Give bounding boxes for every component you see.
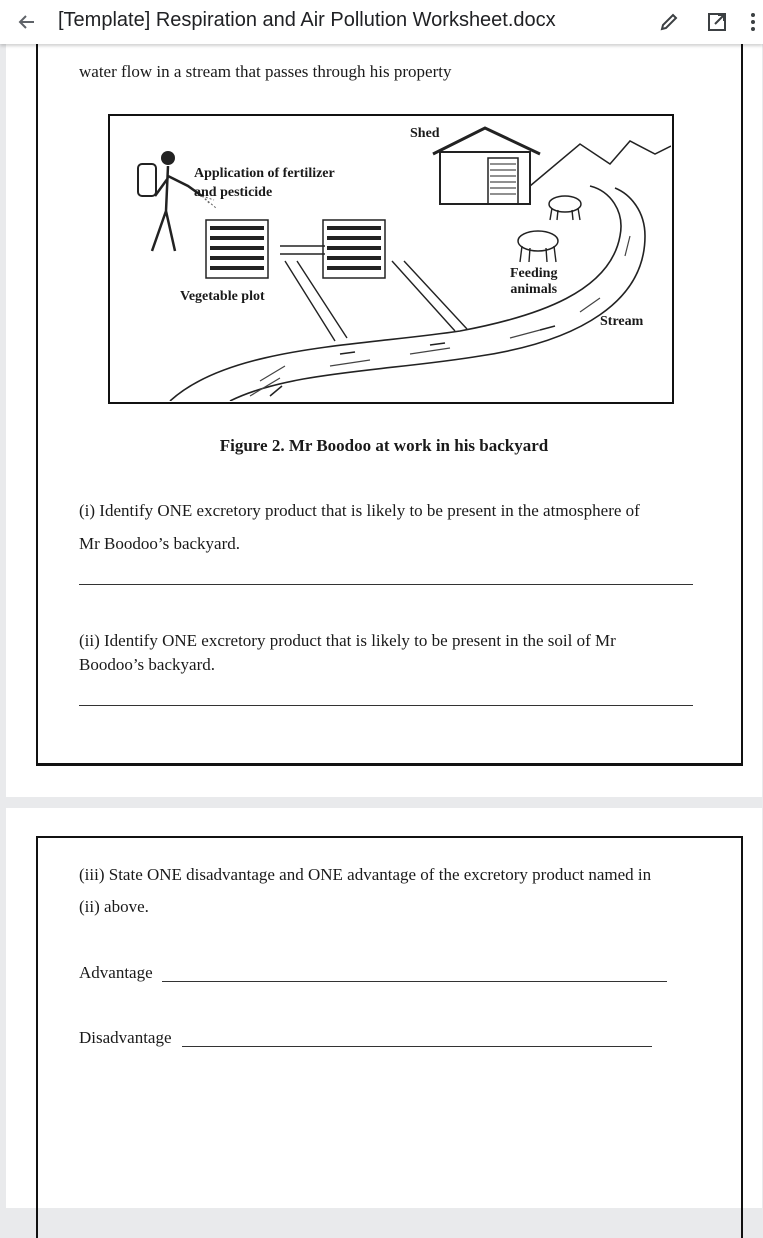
question-1-line-1: (i) Identify ONE excretory product that is likely to be present in the atmosphere of <box>79 501 640 520</box>
document-page-1 <box>6 30 762 797</box>
label-feeding-line2: animals <box>510 282 558 297</box>
question-3-line-1: (iii) State ONE disadvantage and ONE advantage of the excretory product named in <box>79 865 652 884</box>
open-external-icon <box>706 11 728 33</box>
label-application-line2: and pesticide <box>194 185 273 200</box>
more-options-button[interactable] <box>744 8 762 36</box>
question-1-line-2: Mr Boodoo’s backyard. <box>79 534 241 553</box>
open-in-new-button[interactable] <box>703 8 731 36</box>
back-arrow-icon <box>17 12 37 32</box>
answer-line-2[interactable] <box>79 705 693 706</box>
more-vert-icon <box>750 12 756 32</box>
document-page-2 <box>6 808 762 1208</box>
label-application-line1: Application of fertilizer <box>194 166 335 181</box>
disadvantage-answer-line[interactable] <box>182 1046 652 1047</box>
label-feeding-line1: Feeding <box>510 266 558 281</box>
question-2-line-1: (ii) Identify ONE excretory product that is likely to be present in the soil of Mr <box>79 631 616 650</box>
figure-backyard <box>108 114 674 404</box>
app-toolbar <box>0 0 763 44</box>
back-button[interactable] <box>12 7 42 37</box>
intro-text: water flow in a stream that passes through his property <box>79 62 452 81</box>
figure-caption: Figure 2. Mr Boodoo at work in his backyard <box>219 436 549 455</box>
advantage-answer-line[interactable] <box>162 981 667 982</box>
edit-button[interactable] <box>655 8 683 36</box>
pencil-icon <box>659 12 679 32</box>
label-application <box>194 164 335 202</box>
question-2-line-2: Boodoo’s backyard. <box>79 655 215 674</box>
backyard-illustration <box>110 116 671 401</box>
question-3-line-2: (ii) above. <box>79 897 149 916</box>
label-shed: Shed <box>410 126 440 141</box>
advantage-label: Advantage <box>79 963 153 982</box>
label-stream: Stream <box>600 314 644 329</box>
answer-line-1[interactable] <box>79 584 693 585</box>
disadvantage-label: Disadvantage <box>79 1028 172 1047</box>
document-title: [Template] Respiration and Air Pollution Worksheet.docx <box>58 9 556 31</box>
label-vegetable-plot: Vegetable plot <box>180 289 265 304</box>
label-feeding-animals <box>510 266 557 298</box>
